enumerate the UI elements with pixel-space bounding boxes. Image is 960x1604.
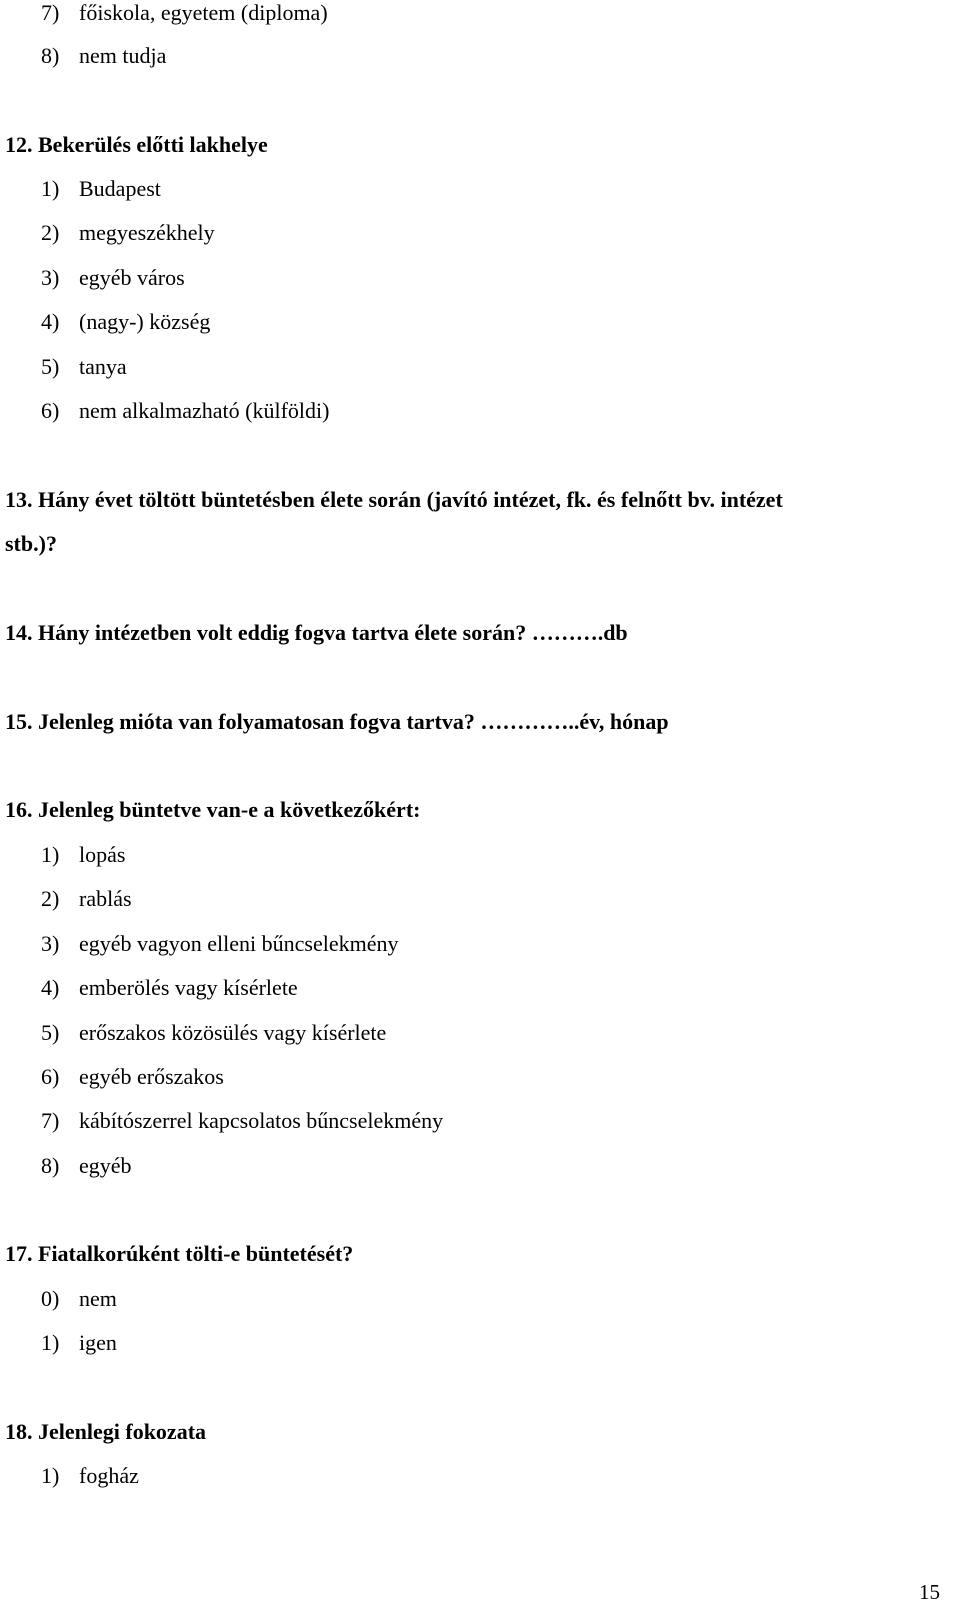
option-number: 1) xyxy=(41,176,60,201)
option-number: 0) xyxy=(41,1286,60,1311)
option-text: igen xyxy=(79,1330,117,1355)
option-text: Budapest xyxy=(79,176,161,201)
option-number: 8) xyxy=(41,1153,60,1178)
option-number: 6) xyxy=(41,1064,60,1089)
option-text: lopás xyxy=(79,842,126,867)
option-item xyxy=(41,1153,132,1179)
option-number: 7) xyxy=(41,0,60,25)
page-number: 15 xyxy=(919,1580,940,1604)
option-number: 2) xyxy=(41,886,60,911)
option-item xyxy=(41,975,298,1001)
option-text: nem xyxy=(79,1286,117,1311)
question-17-title: 17. Fiatalkorúként tölti-e büntetését? xyxy=(5,1241,354,1266)
option-item xyxy=(41,1020,386,1046)
option-number: 1) xyxy=(41,842,60,867)
question-13-line-2: stb.)? xyxy=(5,531,57,556)
option-number: 5) xyxy=(41,354,60,379)
option-number: 6) xyxy=(41,398,60,423)
option-item xyxy=(41,309,210,335)
option-item xyxy=(41,1108,443,1134)
question-14-title: 14. Hány intézetben volt eddig fogva tartva élete során? ……….db xyxy=(5,620,628,645)
option-number: 4) xyxy=(41,309,60,334)
option-item xyxy=(41,0,328,26)
question-16-title: 16. Jelenleg büntetve van-e a következőkért: xyxy=(5,797,421,822)
question-18-title: 18. Jelenlegi fokozata xyxy=(5,1419,207,1444)
option-text: egyéb xyxy=(79,1153,132,1178)
question-12-title: 12. Bekerülés előtti lakhelye xyxy=(5,132,268,157)
option-item xyxy=(41,1286,117,1312)
option-number: 3) xyxy=(41,931,60,956)
option-item xyxy=(41,886,132,912)
option-number: 7) xyxy=(41,1108,60,1133)
option-item xyxy=(41,1330,117,1356)
option-text: nem tudja xyxy=(79,43,167,68)
question-15-title: 15. Jelenleg mióta van folyamatosan fogva tartva? …………..év, hónap xyxy=(5,709,669,734)
option-number: 5) xyxy=(41,1020,60,1045)
option-number: 1) xyxy=(41,1463,60,1488)
option-item xyxy=(41,1463,139,1489)
option-number: 2) xyxy=(41,220,60,245)
option-text: kábítószerrel kapcsolatos bűncselekmény xyxy=(79,1108,444,1133)
option-text: tanya xyxy=(79,354,127,379)
option-item xyxy=(41,842,125,868)
option-number: 8) xyxy=(41,43,60,68)
option-text: megyeszékhely xyxy=(79,220,215,245)
option-number: 4) xyxy=(41,975,60,1000)
option-item xyxy=(41,43,166,69)
option-item xyxy=(41,398,329,424)
option-text: egyéb erőszakos xyxy=(79,1064,224,1089)
option-text: egyéb város xyxy=(79,265,185,290)
option-text: egyéb vagyon elleni bűncselekmény xyxy=(79,931,399,956)
option-item xyxy=(41,220,215,246)
option-number: 3) xyxy=(41,265,60,290)
option-text: nem alkalmazható (külföldi) xyxy=(79,398,330,423)
option-text: fogház xyxy=(79,1463,139,1488)
option-item xyxy=(41,265,185,291)
option-text: erőszakos közösülés vagy kísérlete xyxy=(79,1020,387,1045)
option-text: rablás xyxy=(79,886,132,911)
question-13-line-1: 13. Hány évet töltött büntetésben élete során (javító intézet, fk. és felnőtt bv. intézet xyxy=(5,487,783,512)
option-item xyxy=(41,176,161,202)
option-item xyxy=(41,354,127,380)
option-text: (nagy-) község xyxy=(79,309,211,334)
option-number: 1) xyxy=(41,1330,60,1355)
option-text: emberölés vagy kísérlete xyxy=(79,975,298,1000)
option-item xyxy=(41,931,399,957)
option-text: főiskola, egyetem (diploma) xyxy=(79,0,328,25)
option-item xyxy=(41,1064,224,1090)
